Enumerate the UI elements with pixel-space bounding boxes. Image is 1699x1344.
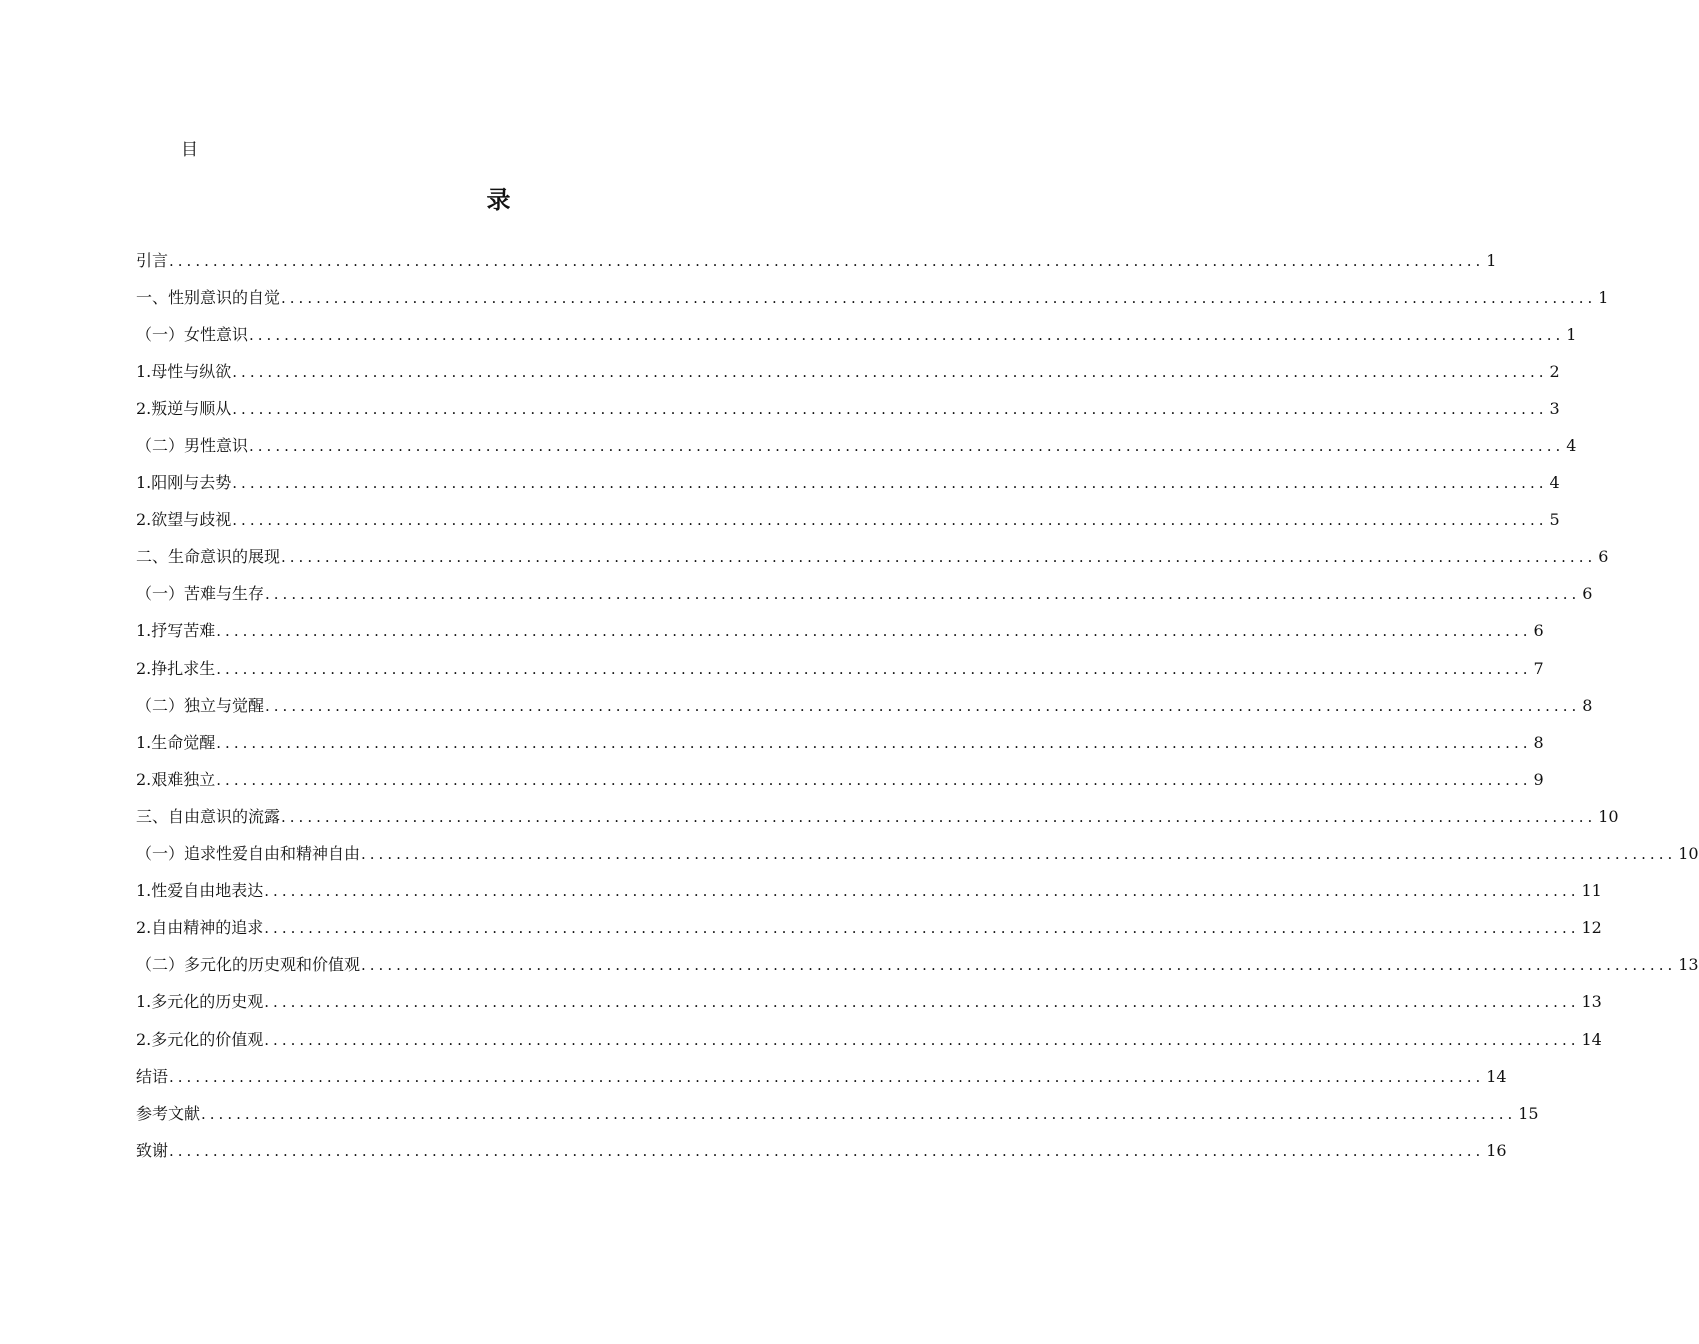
toc-dot-leader: ...................................................................................................................................................... — [249, 437, 1565, 456]
toc-entry-label: 2.欲望与歧视 — [136, 510, 232, 530]
toc-dot-leader: ...................................................................................................................................................... — [232, 362, 1548, 381]
toc-dot-leader: ...................................................................................................................................................... — [216, 622, 1532, 641]
toc-entry — [136, 724, 1544, 761]
toc-dot-leader: ...................................................................................................................................................... — [232, 399, 1548, 418]
toc-entry-label: 1.抒写苦难 — [136, 621, 216, 641]
toc-entry-page-number: 15 — [1518, 1103, 1539, 1123]
toc-entry — [136, 873, 1602, 910]
toc-entry — [136, 1058, 1507, 1095]
toc-entry-label: 2.多元化的价值观 — [136, 1029, 264, 1049]
toc-entry-page-number: 14 — [1486, 1066, 1507, 1086]
toc-entry-label: （二）独立与觉醒 — [136, 695, 265, 715]
toc-entry-page-number: 10 — [1598, 806, 1619, 826]
toc-entry — [136, 1132, 1507, 1169]
toc-entry-label: 2.艰难独立 — [136, 769, 216, 789]
toc-dot-leader: ...................................................................................................................................................... — [216, 770, 1532, 789]
toc-entry-page-number: 7 — [1533, 658, 1544, 678]
toc-dot-leader: ...................................................................................................................................................... — [169, 1067, 1485, 1086]
toc-entry-label: 三、自由意识的流露 — [136, 806, 281, 826]
toc-entry — [136, 316, 1577, 353]
toc-entry-label: （一）苦难与生存 — [136, 584, 265, 604]
toc-dot-leader: ...................................................................................................................................................... — [169, 251, 1485, 270]
toc-dot-leader: ...................................................................................................................................................... — [232, 474, 1548, 493]
toc-dot-leader: ...................................................................................................................................................... — [169, 1141, 1485, 1160]
toc-entry-label: （一）追求性爱自由和精神自由 — [136, 844, 361, 864]
toc-entry — [136, 390, 1560, 427]
toc-entry-page-number: 10 — [1678, 844, 1699, 864]
toc-entry-label: 致谢 — [136, 1140, 169, 1160]
toc-heading-char-2: 录 — [486, 186, 511, 214]
toc-entry — [136, 576, 1593, 613]
toc-entry — [136, 613, 1544, 650]
toc-heading-char-1: 目 — [181, 140, 198, 160]
toc-dot-leader: ...................................................................................................................................................... — [265, 696, 1581, 715]
toc-dot-leader: ...................................................................................................................................................... — [264, 993, 1580, 1012]
toc-entry-page-number: 2 — [1549, 361, 1560, 381]
toc-entry-page-number: 11 — [1581, 881, 1602, 901]
toc-entry-label: 1.多元化的历史观 — [136, 992, 264, 1012]
toc-entry-page-number: 1 — [1566, 324, 1577, 344]
toc-entry-page-number: 14 — [1581, 1029, 1602, 1049]
toc-entry-label: 1.生命觉醒 — [136, 732, 216, 752]
toc-entry — [136, 427, 1577, 464]
toc-entry-page-number: 1 — [1486, 250, 1497, 270]
toc-entry — [136, 947, 1699, 984]
toc-entry — [136, 910, 1602, 947]
toc-entry-label: （一）女性意识 — [136, 324, 249, 344]
toc-entry-page-number: 13 — [1678, 955, 1699, 975]
toc-entry-page-number: 6 — [1582, 584, 1593, 604]
toc-entry-label: 1.阳刚与去势 — [136, 473, 232, 493]
toc-dot-leader: ...................................................................................................................................................... — [216, 659, 1532, 678]
toc-entry-page-number: 13 — [1581, 992, 1602, 1012]
toc-dot-leader: ...................................................................................................................................................... — [361, 845, 1677, 864]
toc-dot-leader: ...................................................................................................................................................... — [264, 1030, 1580, 1049]
toc-dot-leader: ...................................................................................................................................................... — [264, 919, 1580, 938]
toc-entry-label: 一、性别意识的自觉 — [136, 287, 281, 307]
toc-entry-label: 2.叛逆与顺从 — [136, 398, 232, 418]
toc-entry-label: 1.母性与纵欲 — [136, 361, 232, 381]
toc-entry-page-number: 4 — [1566, 436, 1577, 456]
toc-entry-page-number: 5 — [1549, 510, 1560, 530]
toc-entry — [136, 836, 1699, 873]
toc-entry-label: 引言 — [136, 250, 169, 270]
toc-dot-leader: ...................................................................................................................................................... — [232, 511, 1548, 530]
toc-entry-label: （二）男性意识 — [136, 436, 249, 456]
toc-dot-leader: ...................................................................................................................................................... — [281, 548, 1597, 567]
toc-entry — [136, 353, 1560, 390]
toc-entry-page-number: 16 — [1486, 1140, 1507, 1160]
toc-entry — [136, 761, 1544, 798]
toc-entry — [136, 798, 1619, 835]
toc-entry-label: （二）多元化的历史观和价值观 — [136, 955, 361, 975]
toc-entry-page-number: 9 — [1533, 769, 1544, 789]
toc-dot-leader: ...................................................................................................................................................... — [216, 733, 1532, 752]
toc-entry-label: 2.自由精神的追求 — [136, 918, 264, 938]
toc-entry-page-number: 6 — [1533, 621, 1544, 641]
toc-dot-leader: ...................................................................................................................................................... — [265, 585, 1581, 604]
toc-entry-page-number: 12 — [1581, 918, 1602, 938]
toc-dot-leader: ...................................................................................................................................................... — [281, 807, 1597, 826]
toc-entry — [136, 502, 1560, 539]
toc-entry-page-number: 3 — [1549, 398, 1560, 418]
toc-entry-page-number: 4 — [1549, 473, 1560, 493]
toc-entry-label: 结语 — [136, 1066, 169, 1086]
toc-entry — [136, 242, 1497, 279]
toc-dot-leader: ...................................................................................................................................................... — [361, 956, 1677, 975]
toc-entry — [136, 539, 1609, 576]
toc-entry — [136, 1021, 1602, 1058]
toc-entry-label: 二、生命意识的展现 — [136, 547, 281, 567]
toc-entry — [136, 1095, 1539, 1132]
toc-entry-page-number: 8 — [1582, 695, 1593, 715]
toc-entry — [136, 279, 1609, 316]
toc-entry — [136, 465, 1560, 502]
toc-entry-page-number: 1 — [1598, 287, 1609, 307]
toc-dot-leader: ...................................................................................................................................................... — [264, 882, 1580, 901]
toc-entry-label: 参考文献 — [136, 1103, 201, 1123]
toc-entry — [136, 984, 1602, 1021]
toc-entry — [136, 650, 1544, 687]
toc-dot-leader: ...................................................................................................................................................... — [249, 325, 1565, 344]
toc-dot-leader: ...................................................................................................................................................... — [201, 1104, 1517, 1123]
toc-entry-page-number: 8 — [1533, 732, 1544, 752]
toc-dot-leader: ...................................................................................................................................................... — [281, 288, 1597, 307]
table-of-contents — [136, 242, 1699, 1169]
toc-entry — [136, 687, 1593, 724]
toc-entry-page-number: 6 — [1598, 547, 1609, 567]
toc-entry-label: 1.性爱自由地表达 — [136, 881, 264, 901]
toc-entry-label: 2.挣扎求生 — [136, 658, 216, 678]
